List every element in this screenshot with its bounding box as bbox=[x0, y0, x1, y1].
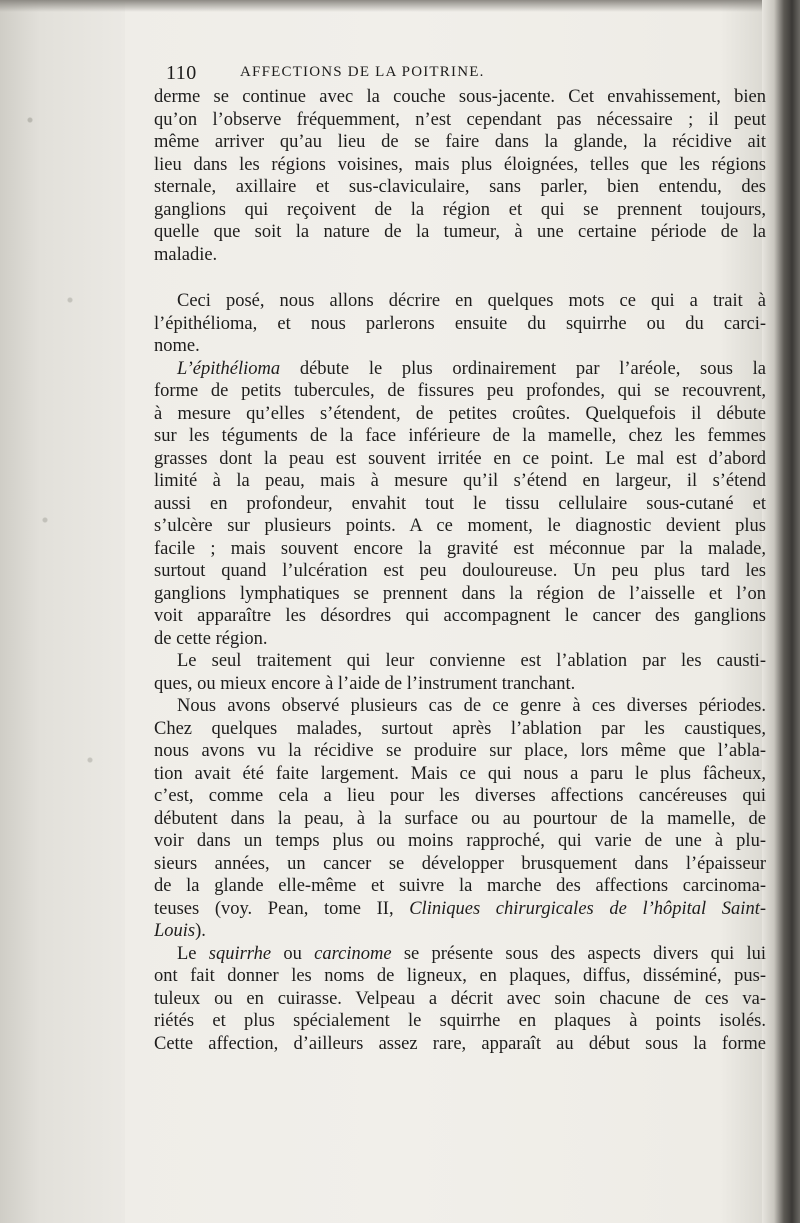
text-line: L’épithélioma débute le plus ordinairement par l’aréole, sous la bbox=[177, 358, 766, 379]
text-line: de la glande elle-même et suivre la marche des affections carcinoma- bbox=[154, 876, 766, 896]
text-line: teuses (voy. Pean, tome II, Cliniques chirurgicales de l’hôpital Saint- bbox=[154, 898, 766, 919]
text-line: grasses dont la peau est souvent irritée en ce point. Le mal est d’abord bbox=[154, 448, 766, 469]
scan-shadow-top bbox=[0, 0, 800, 12]
text-line: surtout quand l’ulcération est peu douloureuse. Un peu plus tard les bbox=[154, 561, 766, 581]
book-gutter-edge bbox=[762, 0, 800, 1223]
paragraph-gap bbox=[154, 266, 766, 290]
text-line: Cette affection, d’ailleurs assez rare, apparaît au début sous la forme bbox=[154, 1033, 766, 1054]
text-line: sur les téguments de la face inférieure de la mamelle, chez les femmes bbox=[154, 426, 766, 446]
text-line: limité à la peau, mais à mesure qu’il s’étend en largeur, il s’étend bbox=[154, 471, 766, 491]
text-line: tion avait été faite largement. Mais ce qui nous a paru le plus fâcheux, bbox=[154, 763, 766, 784]
text-line: Nous avons observé plusieurs cas de ce genre à ces diverses périodes. bbox=[177, 696, 766, 716]
running-header bbox=[166, 62, 766, 86]
text-line: nome. bbox=[154, 336, 200, 356]
text-line: qu’on l’observe fréquemment, n’est cependant pas nécessaire ; il peut bbox=[154, 109, 766, 130]
text-line: de cette région. bbox=[154, 628, 268, 649]
text-line: aussi en profondeur, envahit tout le tissu cellulaire sous-cutané et bbox=[154, 493, 766, 514]
text-line: à mesure qu’elles s’étendent, de petites croûtes. Quelquefois il débute bbox=[154, 403, 766, 424]
text-line: Le squirrhe ou carcinome se présente sous des aspects divers qui lui bbox=[177, 943, 766, 964]
text-line: s’ulcère sur plusieurs points. A ce moment, le diagnostic devient plus bbox=[154, 516, 766, 536]
text-line: même arriver qu’au lieu de se faire dans la glande, la récidive ait bbox=[154, 132, 766, 152]
text-line: sternale, axillaire et sus-claviculaire, sans parler, bien entendu, des bbox=[154, 177, 766, 197]
running-title: AFFECTIONS DE LA POITRINE. bbox=[240, 64, 485, 80]
text-line: l’épithélioma, et nous parlerons ensuite du squirrhe ou du carci- bbox=[154, 313, 766, 334]
text-line: riétés et plus spécialement le squirrhe en plaques à points isolés. bbox=[154, 1011, 766, 1031]
text-line: sieurs années, un cancer se développer brusquement dans l’épaisseur bbox=[154, 853, 766, 874]
text-line: lieu dans les régions voisines, mais plus éloignées, telles que les régions bbox=[154, 154, 766, 175]
text-line: voit apparaître les désordres qui accompagnent le cancer des ganglions bbox=[154, 606, 766, 626]
text-line: nous avons vu la récidive se produire sur place, lors même que l’abla- bbox=[154, 741, 766, 761]
text-line: quelle que soit la nature de la tumeur, à une certaine période de la bbox=[154, 222, 766, 242]
page-number: 110 bbox=[166, 62, 197, 84]
text-line: Louis). bbox=[154, 921, 206, 941]
text-line: ganglions qui reçoivent de la région et qui se prennent toujours, bbox=[154, 199, 766, 220]
text-line: derme se continue avec la couche sous-jacente. Cet envahissement, bien bbox=[154, 87, 766, 107]
text-line: ganglions lymphatiques se prennent dans la région de l’aisselle et l’on bbox=[154, 583, 766, 604]
text-line: débutent dans la peau, à la surface ou au pourtour de la mamelle, de bbox=[154, 808, 766, 829]
text-line: facile ; mais souvent encore la gravité est méconnue par la malade, bbox=[154, 538, 766, 559]
text-line: ont fait donner les noms de ligneux, en plaques, diffus, disséminé, pus- bbox=[154, 966, 766, 986]
text-line: voir dans un temps plus ou moins rapproché, qui varie de une à plu- bbox=[154, 831, 766, 851]
text-line: maladie. bbox=[154, 244, 218, 265]
text-line: forme de petits tubercules, de fissures peu profondes, qui se recouvrent, bbox=[154, 381, 766, 401]
text-line: c’est, comme cela a lieu pour les diverses affections cancéreuses qui bbox=[154, 786, 766, 806]
text-line: Le seul traitement qui leur convienne est l’ablation par les causti- bbox=[177, 651, 766, 671]
text-line: tuleux ou en cuirasse. Velpeau a décrit avec soin chacune de ces va- bbox=[154, 988, 766, 1009]
facing-page-margin bbox=[0, 0, 125, 1223]
text-line: Chez quelques malades, surtout après l’ablation par les caustiques, bbox=[154, 718, 766, 739]
body-text bbox=[154, 86, 766, 1055]
text-line: Ceci posé, nous allons décrire en quelques mots ce qui a trait à bbox=[177, 291, 766, 311]
text-line: ques, ou mieux encore à l’aide de l’instrument tranchant. bbox=[154, 673, 576, 694]
